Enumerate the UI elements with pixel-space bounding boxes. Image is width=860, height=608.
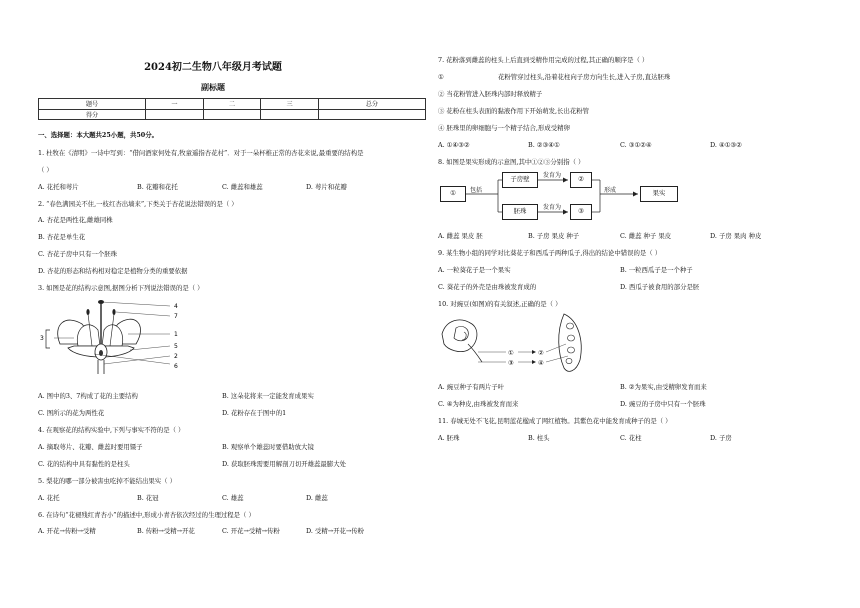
q7-statement-1-num: ① [438, 73, 444, 81]
q6-option-b[interactable]: B. 传粉→受精→开花 [137, 527, 195, 535]
score-cell: 题号 [39, 99, 146, 110]
page-subtitle: 副标题 [201, 82, 225, 92]
q10-option-c[interactable]: C. ④为种皮,由珠被发育而来 [438, 400, 519, 408]
score-cell: 二 [203, 99, 261, 110]
q10-option-a[interactable]: A. 豌豆种子有两片子叶 [438, 383, 505, 391]
fc-box-2: ② [570, 172, 592, 188]
q10-stem: 10. 对豌豆(如图)的有关叙述,正确的是（ ） [438, 300, 562, 308]
q9-option-b[interactable]: B. 一粒西瓜子是一个种子 [620, 266, 693, 274]
q9-option-a[interactable]: A. 一粒葵花子是一个果实 [438, 266, 511, 274]
fc-box-ovary-wall: 子房壁 [502, 172, 538, 188]
q7-option-d[interactable]: D. ④①③② [710, 141, 742, 149]
q3-option-b[interactable]: B. 这朵花将来一定能发育成果实 [222, 392, 314, 400]
q1-option-c[interactable]: C. 雌蕊和雄蕊 [222, 183, 263, 191]
fc-box-3: ③ [570, 204, 592, 220]
q1-stem: 1. 杜牧在《清明》一诗中写到：“借问酒家何处有,牧童遥指杏花村”．对于一朵杯椎正常的杏花来说,最重要的结构是 [38, 149, 364, 157]
flower-label: 4 [174, 303, 178, 310]
pea-label: ④ [538, 359, 544, 367]
fc-box-ovule: 胚珠 [502, 204, 538, 220]
score-cell: 总分 [318, 99, 425, 110]
q2-option-c[interactable]: C. 杏花子房中只有一个胚珠 [38, 250, 118, 258]
q5-option-c[interactable]: C. 雄蕊 [222, 494, 244, 502]
section-heading: 一、选择题：本大题共25小题，共50分。 [38, 131, 159, 139]
q4-stem: 4. 在观察花的结构实验中,下列与事实不符的是（ ） [38, 426, 185, 434]
q11-option-c[interactable]: C. 花柱 [620, 434, 642, 442]
q3-option-d[interactable]: D. 花粉存在于图中的1 [222, 409, 287, 417]
q6-option-c[interactable]: C. 开花→受精→传粉 [222, 527, 280, 535]
q8-option-b[interactable]: B. 子房 果皮 种子 [528, 232, 580, 240]
flower-label: 7 [174, 313, 178, 320]
q5-stem: 5. 梨花的哪一部分被害虫吃掉不能结出果实（ ） [38, 477, 176, 485]
q1-option-a[interactable]: A. 花托和萼片 [38, 183, 79, 191]
q11-option-b[interactable]: B. 柱头 [528, 434, 550, 442]
score-input-cell[interactable] [203, 109, 261, 120]
score-table [38, 98, 426, 120]
fc-label-include: 包括 [470, 187, 483, 194]
flower-label: 3 [40, 335, 44, 342]
q7-option-a[interactable]: A. ①④③② [438, 141, 470, 149]
score-input-cell[interactable] [318, 109, 425, 120]
q2-stem: 2. “春色满园关不住,一枝红杏出墙来”,下类关于杏花说法错误的是（ ） [38, 200, 238, 208]
q7-statement-2: ② 当花粉管进入胚珠内部时释放精子 [438, 90, 543, 98]
q5-option-b[interactable]: B. 花冠 [137, 494, 159, 502]
q8-option-a[interactable]: A. 雌蕊 果皮 胚 [438, 232, 483, 240]
q7-statement-1: 花粉管穿过柱头,沿着花柱向子房方向生长,进入子房,直达胚珠 [498, 73, 671, 81]
pea-diagram [438, 310, 598, 378]
q7-option-b[interactable]: B. ②③④① [528, 141, 560, 149]
q1-option-b[interactable]: B. 花瓣和花托 [137, 183, 178, 191]
flower-structure-diagram [38, 294, 188, 376]
q7-option-c[interactable]: C. ③①②④ [620, 141, 652, 149]
q7-stem: 7. 花粉落到雌蕊的柱头上后直到受精作用完成的过程,其正确的顺序是（ ） [438, 56, 649, 64]
q4-option-d[interactable]: D. 获取胚珠需要用解剖刀切开雄蕊最膨大处 [222, 460, 346, 468]
q7-statement-3: ③ 花粉在柱头表面的黏液作用下开始萌发,长出花粉管 [438, 107, 590, 115]
flower-label: 2 [174, 353, 178, 360]
q11-option-d[interactable]: D. 子房 [710, 434, 732, 442]
q7-statement-4: ④ 胚珠里的卵细胞与一个精子结合,形成受精卵 [438, 124, 570, 132]
fc-label-develop-2: 发育为 [543, 204, 562, 211]
q6-option-d[interactable]: D. 受精→开花→传粉 [306, 527, 365, 535]
q9-option-d[interactable]: D. 西瓜子被食用的部分是胚 [620, 283, 700, 291]
q3-option-a[interactable]: A. 图中的3、7构成了花的主要结构 [38, 392, 138, 400]
q3-stem: 3. 如图是花的结构示意图,据图分析下列说法错误的是（ ） [38, 284, 204, 292]
q5-option-d[interactable]: D. 雌蕊 [306, 494, 328, 502]
page-title: 2024初二生物八年级月考试题 [144, 62, 282, 73]
fc-label-develop-1: 发育为 [543, 172, 562, 179]
pea-label: ① [508, 349, 514, 357]
pea-label: ② [538, 349, 544, 357]
q3-option-c[interactable]: C. 图所示的花为两性花 [38, 409, 105, 417]
q1-option-d[interactable]: D. 萼片和花瓣 [306, 183, 347, 191]
q8-option-d[interactable]: D. 子房 果肉 种皮 [710, 232, 762, 240]
q8-option-c[interactable]: C. 雌蕊 种子 果皮 [620, 232, 672, 240]
q5-option-a[interactable]: A. 花托 [38, 494, 60, 502]
q2-option-d[interactable]: D. 杏花的形态和结构相对稳定是植物分类的重要依据 [38, 267, 188, 275]
score-cell: 一 [146, 99, 204, 110]
q10-option-d[interactable]: D. 豌豆的子房中只有一个胚珠 [620, 400, 706, 408]
score-input-cell[interactable] [261, 109, 319, 120]
q11-stem: 11. 春城无处不飞花,昆明蓝花楹成了网红植物。其紫色花中能发育成种子的是（ ） [438, 417, 672, 425]
fc-label-form: 形成 [604, 187, 617, 194]
q4-option-c[interactable]: C. 花的结构中具有黏性的是柱头 [38, 460, 130, 468]
score-cell: 三 [261, 99, 319, 110]
q4-option-a[interactable]: A. 摘取萼片、花瓣、雌蕊时要用镊子 [38, 443, 143, 451]
score-input-cell[interactable] [146, 109, 204, 120]
score-cell: 得分 [39, 109, 146, 120]
score-table-header-row [39, 99, 426, 110]
flower-label: 5 [174, 343, 178, 350]
q6-stem: 6. 在诗句“花褪残红青杏小”的描述中,形成小青杏依次经过的生理过程是（ ） [38, 511, 255, 519]
q9-option-c[interactable]: C. 葵花子的外壳是由珠被发育成的 [438, 283, 537, 291]
q6-option-a[interactable]: A. 开花→传粉→受精 [38, 527, 96, 535]
q8-stem: 8. 如图是果实形成的示意图,其中①②③分别指（ ） [438, 158, 585, 166]
flower-label: 1 [174, 331, 178, 338]
fc-box-1: ① [440, 186, 466, 202]
score-table-score-row [39, 109, 426, 120]
q9-stem: 9. 某生物小组的同学对比葵花子和西瓜子两种瓜子,得出的结论中错误的是（ ） [438, 249, 662, 257]
fc-box-fruit: 果实 [640, 186, 678, 202]
flower-label: 6 [174, 363, 178, 370]
q1-stem-bracket: （ ） [38, 166, 53, 174]
q4-option-b[interactable]: B. 观察单个雄蕊时要借助放大镜 [222, 443, 314, 451]
q2-option-a[interactable]: A. 杏花是两性花,雌雄同株 [38, 216, 113, 224]
q2-option-b[interactable]: B. 杏花是单生花 [38, 233, 86, 241]
q11-option-a[interactable]: A. 胚珠 [438, 434, 460, 442]
pea-label: ③ [508, 359, 514, 367]
q10-option-b[interactable]: B. ②为果实,由受精卵发育而来 [620, 383, 707, 391]
